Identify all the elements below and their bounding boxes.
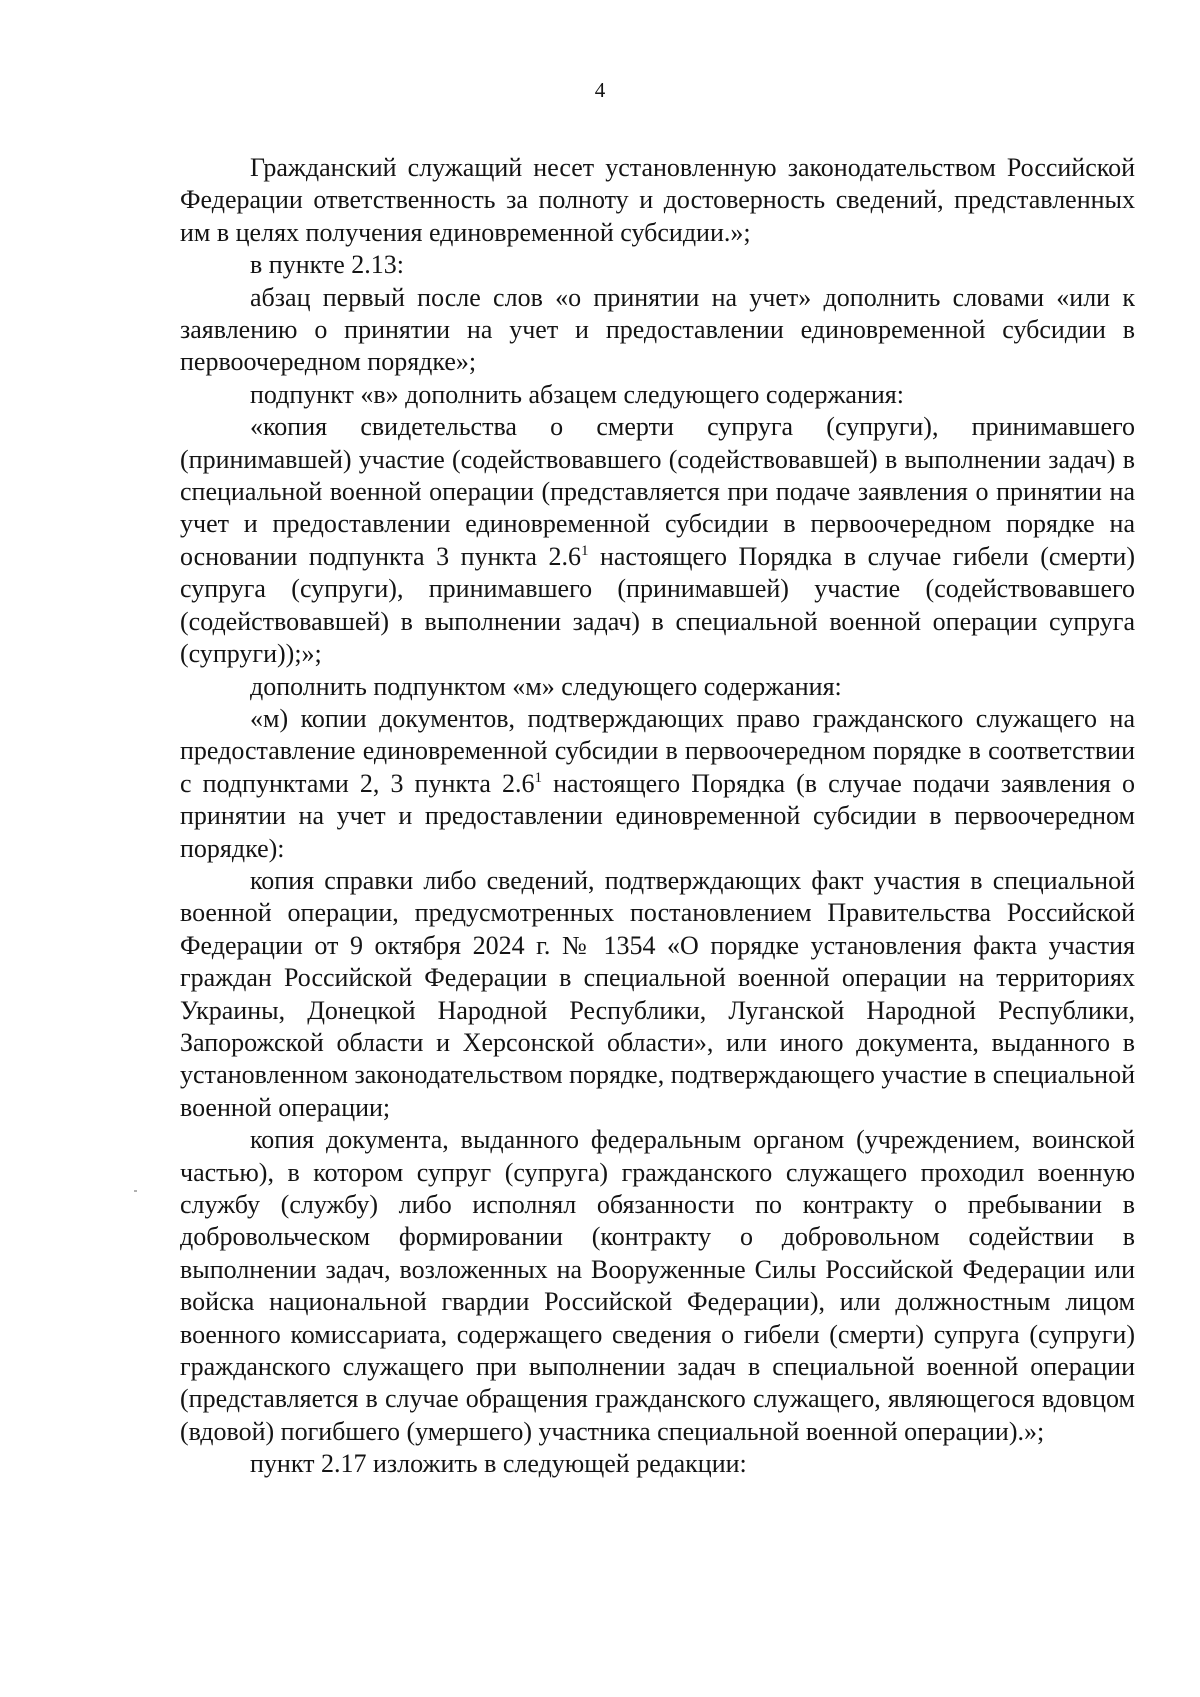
document-body bbox=[180, 152, 1135, 1481]
paragraph-first-abzac bbox=[180, 282, 1135, 379]
paragraph-subitem-v bbox=[180, 379, 1135, 411]
paragraph-text: «м) копии документов, подтверждающих право гражданского служащего на предоставление единовременной субсидии в первоочередном порядке в соответствии с подпунктами 2, 3 пункта 2.6 bbox=[180, 703, 1135, 798]
paragraph-text: копия документа, выданного федеральным органом (учреждением, воинской частью), в котором супруг (супруга) гражданского служащего проходил военную службу (службу) либо исполнял обязанности по контракту о пребывании в добровольческом формировании (контракту о добровольном содействии в выполнении задач, возложенных на Вооруженные Силы Российской Федерации или войска национальной гвардии Российской Федерации), или должностным лицом военного комиссариата, содержащего сведения о гибели (смерти) супруга (супруги) гражданского служащего при выполнении задач в специальной военной операции (представляется в случае обращения гражданского служащего, являющегося вдовцом (вдовой) погибшего (умершего) участника специальной военной операции).»; bbox=[180, 1125, 1135, 1446]
paragraph-subitem-m bbox=[180, 671, 1135, 703]
paragraph-item-2-13 bbox=[180, 249, 1135, 281]
page-number: 4 bbox=[594, 78, 606, 102]
paragraph-text: копия справки либо сведений, подтверждающих факт участия в специальной военной операции, предусмотренных постановлением Правительства Российской Федерации от 9 октября 2024 г. № 1354 «О порядке установления факта участия граждан Российской Федерации в специальной военной операции на территориях Украины, Донецкой Народной Республики, Луганской Народной Республики, Запорожской области и Херсонской области», или иного документа, выданного в установленном законодательством порядке, подтверждающего участие в специальной военной операции; bbox=[180, 865, 1135, 1122]
paragraph-text: «копия свидетельства о смерти супруга (супруги), принимавшего (принимавшей) участие (содействовавшего (содействовавшей) в выполнении задач) в специальной военной операции (представляется при подаче заявления о принятии на учет и предоставлении единовременной субсидии в первоочередном порядке на основании подпункта 3 пункта 2.6 bbox=[180, 412, 1135, 571]
paragraph-text: настоящего Порядка в случае гибели (смерти) супруга (супруги), принимавшего (принимавшей) участие (содействовавшего (содействовавшей) в выполнении задач) в специальной военной операции супруга (супруги));»; bbox=[180, 541, 1136, 669]
paragraph-text: настоящего Порядка (в случае подачи заявления о принятии на учет и предоставлении единовременной субсидии в первоочередном порядке): bbox=[180, 768, 1135, 863]
paragraph-liability bbox=[180, 152, 1135, 249]
paragraph-text: в пункте 2.13: bbox=[250, 250, 405, 280]
paragraph-death-certificate bbox=[180, 411, 1135, 670]
paragraph-item-2-17 bbox=[180, 1448, 1135, 1480]
paragraph-svo-certificate bbox=[180, 865, 1135, 1124]
scan-speck bbox=[134, 1190, 137, 1192]
superscript-index: 1 bbox=[580, 542, 589, 559]
paragraph-federal-document bbox=[180, 1124, 1135, 1448]
paragraph-m-documents bbox=[180, 703, 1135, 865]
paragraph-text: пункт 2.17 изложить в следующей редакции: bbox=[250, 1449, 747, 1479]
paragraph-text: дополнить подпунктом «м» следующего содержания: bbox=[250, 671, 842, 701]
paragraph-text: подпункт «в» дополнить абзацем следующего содержания: bbox=[250, 379, 904, 409]
paragraph-text: абзац первый после слов «о принятии на учет» дополнить словами «или к заявлению о принятии на учет и предоставлении единовременной субсидии в первоочередном порядке»; bbox=[180, 282, 1135, 377]
paragraph-text: Гражданский служащий несет установленную законодательством Российской Федерации ответственность за полноту и достоверность сведений, представленных им в целях получения единовременной субсидии.»; bbox=[180, 153, 1135, 247]
superscript-index: 1 bbox=[534, 769, 542, 786]
